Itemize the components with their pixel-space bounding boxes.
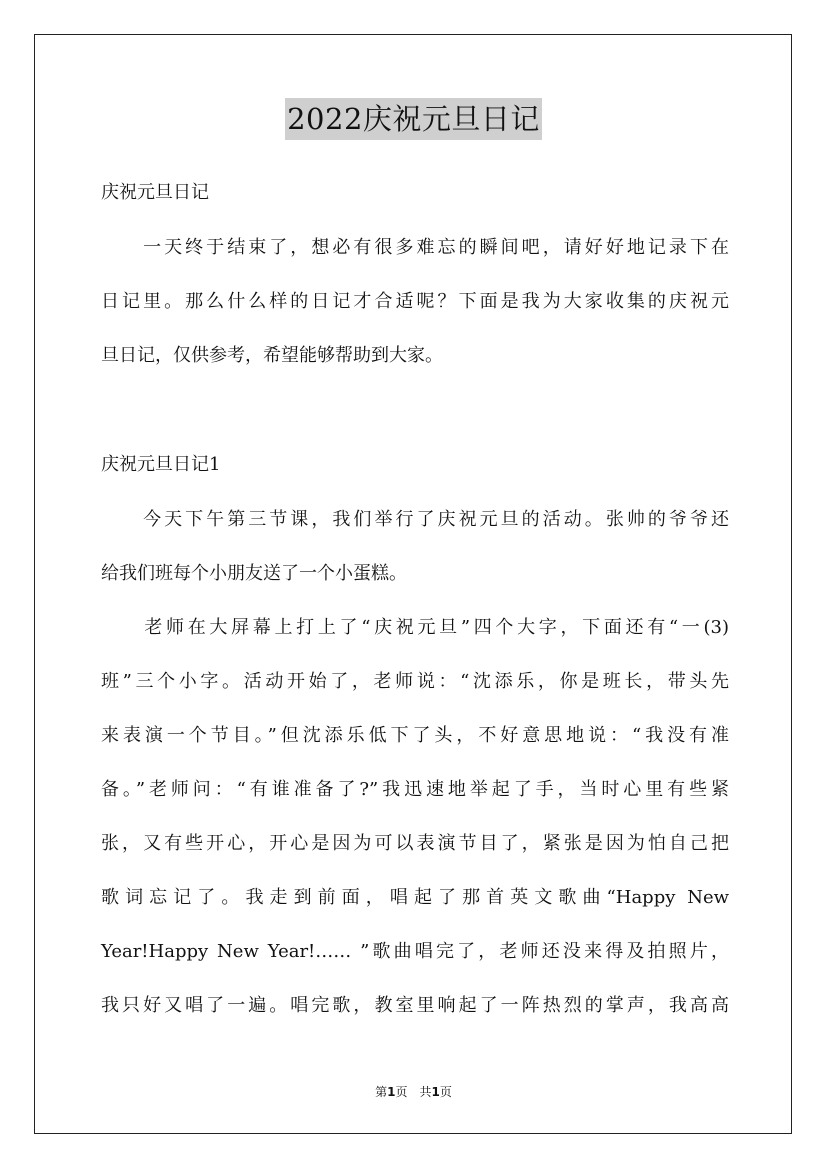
document-title: 2022庆祝元旦日记 bbox=[285, 98, 542, 140]
paragraph-line: 歌词忘记了。我走到前面，唱起了那首英文歌曲“Happy New bbox=[101, 887, 729, 908]
section-heading: 庆祝元旦日记1 bbox=[101, 454, 221, 475]
paragraph-line: 旦日记，仅供参考，希望能够帮助到大家。 bbox=[101, 345, 443, 366]
paragraph-line: 给我们班每个小朋友送了一个小蛋糕。 bbox=[101, 563, 407, 584]
paragraph-line: 老师在大屏幕上打上了“庆祝元旦”四个大字，下面还有“一(3) bbox=[101, 617, 729, 638]
title-container bbox=[0, 98, 827, 140]
page-footer bbox=[0, 1084, 827, 1100]
paragraph-line: 张，又有些开心，开心是因为可以表演节目了，紧张是因为怕自己把 bbox=[101, 833, 729, 854]
paragraph-line: 一天终于结束了，想必有很多难忘的瞬间吧，请好好地记录下在 bbox=[101, 237, 729, 258]
paragraph-line: 班”三个小字。活动开始了，老师说：“沈添乐，你是班长，带头先 bbox=[101, 671, 729, 692]
paragraph-line: 我只好又唱了一遍。唱完歌，教室里响起了一阵热烈的掌声，我高高 bbox=[101, 995, 729, 1016]
intro-heading: 庆祝元旦日记 bbox=[101, 182, 209, 203]
paragraph-line: 来表演一个节目。”但沈添乐低下了头，不好意思地说：“我没有准 bbox=[101, 725, 729, 746]
paragraph-line: 今天下午第三节课，我们举行了庆祝元旦的活动。张帅的爷爷还 bbox=[101, 509, 729, 530]
footer-total-pages: 1 bbox=[431, 1085, 440, 1099]
footer-mid: 页 共 bbox=[395, 1085, 432, 1099]
paragraph-line: 备。”老师问：“有谁准备了?”我迅速地举起了手，当时心里有些紧 bbox=[101, 779, 729, 800]
footer-prefix: 第 bbox=[375, 1085, 388, 1099]
paragraph-line: 日记里。那么什么样的日记才合适呢？下面是我为大家收集的庆祝元 bbox=[101, 291, 729, 312]
paragraph-line: Year!Happy New Year!…… ”歌曲唱完了，老师还没来得及拍照片， bbox=[101, 941, 729, 962]
footer-page-number: 1 bbox=[387, 1085, 396, 1099]
footer-suffix: 页 bbox=[439, 1085, 452, 1099]
